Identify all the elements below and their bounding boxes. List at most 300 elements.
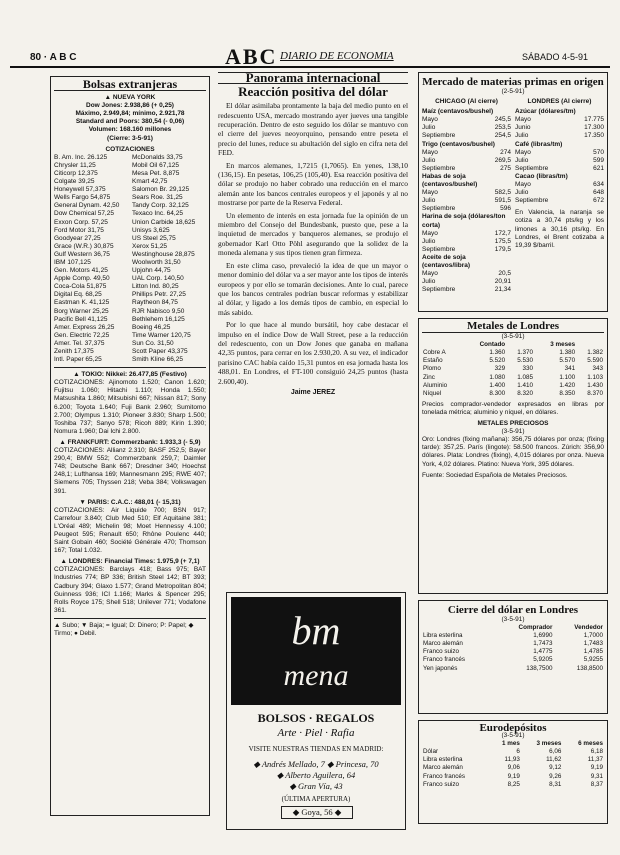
- page-date: SÁBADO 4-5-91: [522, 52, 589, 62]
- quote-line: Union Carbide 18,625: [132, 218, 196, 226]
- ny-quotes-right: [132, 154, 206, 364]
- table-cell: 1.080: [489, 373, 506, 381]
- materias-date: (2-5-91): [501, 88, 525, 95]
- metales-table: [422, 341, 604, 398]
- quote-line: B. Am. Inc. 26.125: [54, 153, 108, 161]
- table-cell: 9,26: [549, 772, 562, 780]
- advert-title: BOLSOS · REGALOS: [257, 711, 375, 725]
- column-header: 3 meses: [550, 341, 576, 349]
- materias-title: Mercado de materias primas en origen: [422, 76, 604, 88]
- table-cell: 5.590: [587, 357, 603, 365]
- column-header: 1 mes: [501, 740, 520, 748]
- commodity-price: 621: [593, 164, 604, 172]
- table-header-row: [422, 740, 604, 748]
- table-cell: Franco suizo: [423, 780, 460, 788]
- table-cell: 6,06: [549, 748, 562, 756]
- advert-address: ◆ Andrés Mellado, 7 ◆ Princesa, 70: [253, 759, 379, 769]
- advert-logo-panel: [231, 597, 401, 705]
- article-paragraph: Un elemento de interés en esta jornada fue la opinión de un miembro del Consejo del Bundesbank, puesto que, pese a la inquietud de mercados y banqueros alemanes, se produjo el gobernador Karl Otto Pöhl asegurando que la solidez de la moneda alemana y sus tipos tienen gran firmeza.: [218, 210, 408, 258]
- commodity-price: 17.300: [584, 124, 604, 132]
- commodity-row: [515, 165, 604, 173]
- table-cell: 8,31: [549, 780, 562, 788]
- table-row: [422, 365, 604, 373]
- paris-body: COTIZACIONES: Air Liquide 700; BSN 917; Carrefour 3.840; Club Med 510; Elf Aquitaine 381; L'Oréal 489; Michelin 98; Moet Hennessy 4.100; Peugeot 595; Renault 650; Rhône Poulenc 440; Saint Gobain 460; Société Générale 470; Thomson 167; Total 1.032.: [54, 506, 206, 555]
- frankfurt-heading: ▲ FRANKFURT: Commerzbank: 1.933,3 (- 5,9): [59, 438, 201, 446]
- table-cell: 8,37: [590, 780, 603, 788]
- table-row: [422, 357, 604, 365]
- abc-logo: ABC: [225, 44, 278, 69]
- quote-line: Texaco Inc. 64,25: [132, 210, 183, 218]
- table-cell: Libra esterlina: [423, 632, 463, 640]
- frankfurt-body: COTIZACIONES: Allianz 2.310; BASF 252,5; Bayer 290,4; BMW 552; Commerzbank 259,7; Daimler 748; Deutsche Bank 667; Dresdner 340; Hoechst 248,1; Lufthansa 169; Mannesmann 295; RWE 407; Siemens 705; Thyssen 218; Veba 384; Volkswagen 391.: [54, 447, 206, 495]
- table-cell: 9,19: [507, 772, 520, 780]
- commodity-month: Septiembre: [515, 164, 549, 172]
- table-cell: 138,8500: [576, 664, 603, 672]
- commodity-heading: Trigo (centavos/bushel): [422, 140, 495, 148]
- table-cell: 329: [494, 365, 506, 373]
- commodity-month: Septiembre: [422, 286, 456, 294]
- article-paragraph: En este clima caso, prevaleció la idea de que un mayor o menor dominio del dólar va a ser mayor ante los tipos de interés europeos y por ello se tomarán decisiones. Ante lo cual, parece que los bancos centrales podrían buscar reformas y estabilizar al dólar, y ligado a los demás tipos de cambio, en especial lo más sabido.: [218, 260, 408, 317]
- quote-line: Bethlehem 16,125: [132, 315, 185, 323]
- quote-line: Pacific Bell 41,125: [54, 315, 108, 323]
- page-header: [10, 44, 610, 68]
- commodity-price: 275: [500, 164, 511, 172]
- table-row: [422, 632, 604, 640]
- commodity-month: Mayo: [515, 181, 531, 189]
- table-cell: Estaño: [423, 357, 443, 365]
- quote-line: Ford Motor 31,75: [54, 226, 104, 234]
- commodity-month: Septiembre: [422, 245, 456, 253]
- column-header: [576, 341, 604, 349]
- commodity-row: [422, 189, 511, 197]
- commodity-row: [515, 181, 604, 189]
- table-cell: 8.320: [517, 389, 534, 397]
- quote-line: Citicorp 12,375: [54, 169, 98, 177]
- table-row: [422, 382, 604, 390]
- commodity-month: Julio: [515, 156, 529, 164]
- column-header: [422, 624, 494, 632]
- quote-line: Sun Co. 31,50: [132, 339, 174, 347]
- table-cell: 11,93: [504, 756, 520, 764]
- panorama-body: [218, 101, 408, 386]
- table-cell: 1.420: [559, 381, 576, 389]
- table-cell: 8.370: [587, 389, 603, 397]
- commodity-heading: Maíz (centavos/bushel): [422, 108, 494, 116]
- quote-line: Time Warner 120,75: [132, 331, 191, 339]
- metales-londres: [418, 318, 608, 594]
- table-cell: 8.300: [489, 389, 506, 397]
- commodity-heading: Azúcar (dólares/tm): [515, 108, 576, 116]
- preciosos-date: (3-5-91): [501, 428, 525, 436]
- quote-line: Mesa Pet. 8,875: [132, 169, 180, 177]
- advert-opening: (ÚLTIMA APERTURA): [281, 795, 351, 803]
- table-row: [422, 656, 604, 664]
- table-cell: Franco francés: [423, 772, 465, 780]
- article-paragraph: Por lo que hace al mundo bursátil, hoy cabe destacar el impulso en el índice Dow de Wall Street, pese a la reducción del redescuento, con un Dow Jones que ganaba en mañana 42,35 puntos, para cerrar en los 2.930,20. A su vez, el indicador parisino CAC había caído 15,31 puntos en esa jornada hasta los 488,01. En Londres, el FT-100 consiguió 24,25 puntos (hasta 2.600,40).: [218, 320, 408, 386]
- table-cell: 138,7500: [526, 664, 553, 672]
- article-paragraph: En marcos alemanes, 1,7215 (1,7065). En yenes, 138,10 (136,15). En pesetas, 106,25 (105,40). Esa reacción positiva del dólar se produjo no haber cobrado una reducción en el marco alemán ante los bancos centrales europeos y el japonés y al no mostrarse por parte de la Reserva Federal.: [218, 160, 408, 208]
- chicago-heading: CHICAGO (Al cierre): [435, 98, 498, 106]
- quote-line: Dow Chemical 57,25: [54, 210, 114, 218]
- preciosos-title: METALES PRECIOSOS: [477, 420, 549, 428]
- commodity-row: [422, 238, 511, 246]
- ny-quotes-left: [54, 154, 128, 364]
- commodity-price: 254,5: [494, 132, 511, 140]
- commodity-month: Julio: [422, 124, 436, 132]
- commodity-price: 596: [500, 205, 511, 213]
- commodity-price: 245,5: [494, 116, 511, 124]
- commodity-price: 269,5: [494, 156, 511, 164]
- table-row: [422, 773, 604, 781]
- londres-heading: ▲ LONDRES: Financial Times: 1.975,9 (+ 7,1): [60, 558, 200, 566]
- tokio-body: COTIZACIONES: Ajinomoto 1.520; Canon 1.620; Fujitsu 1.060; Hitachi 1.110; Honda 1.550; Matsushita 1.860; Mitsubishi 667; Nissan 817; Sony 6.200; Toyota 1.640; Fuji Bank 2.960; Sumitomo 2.700; Olympus 1.310; Pioneer 3.830; Sharp 1.500; Toshiba 737; Sanyo 578; Ricoh 889; Kirin 1.390; Nomura 1.960; Dai Ichi 2.800.: [54, 379, 206, 435]
- commodity-price: 274: [500, 148, 511, 156]
- cierre-dolar: [418, 600, 608, 714]
- commodity-price: 175,5: [494, 237, 511, 245]
- table-cell: 6,18: [590, 748, 603, 756]
- commodity-month: Julio: [515, 132, 529, 140]
- table-row: [422, 756, 604, 764]
- table-cell: 11,37: [587, 756, 603, 764]
- table-header-row: [422, 624, 604, 632]
- table-row: [422, 781, 604, 789]
- table-row: [422, 665, 604, 673]
- quote-line: Amer. Tel. 37,375: [54, 339, 105, 347]
- bolsas-extranjeras: [50, 76, 210, 816]
- column-header: 3 meses: [536, 740, 562, 748]
- preciosos-body: Oro: Londres (fixing mañana): 356,75 dólares por onza; (fixing tarde): 357,25. París (lingote): 58.500 francos. Zúrich: 356,90 dólares. Plata: Londres (fixing), 4,015 dólares por onza. Nueva York, 4,02 dólares. Platino: Nueva York, 395 dólares.: [422, 436, 604, 468]
- table-cell: Franco suizo: [423, 648, 460, 656]
- commodity-row: [422, 205, 511, 213]
- column-header: [422, 341, 463, 349]
- commodity-row: [422, 116, 511, 124]
- table-cell: Cobre A: [423, 349, 446, 357]
- table-row: [422, 349, 604, 357]
- commodity-month: Mayo: [422, 148, 438, 156]
- commodity-price: 172,7: [494, 229, 511, 237]
- table-cell: 5.570: [559, 357, 576, 365]
- quote-line: Raytheon 84,75: [132, 299, 178, 307]
- commodity-price: 648: [593, 189, 604, 197]
- column-header: Contado: [479, 341, 506, 349]
- advert-visit: VISITE NUESTRAS TIENDAS EN MADRID:: [248, 745, 384, 753]
- table-cell: Franco francés: [423, 656, 465, 664]
- paris-heading: ▼ PARIS: C.A.C.: 488,01 (- 15,31): [79, 498, 181, 506]
- quote-line: Borg Warner 25,25: [54, 307, 109, 315]
- londres-mp-quotes: [515, 108, 604, 205]
- commodity-month: Septiembre: [422, 205, 456, 213]
- table-cell: 1.085: [517, 373, 534, 381]
- commodity-month: Septiembre: [515, 197, 549, 205]
- quote-line: Goodyear 27,25: [54, 234, 101, 242]
- commodity-price: 20,91: [494, 278, 511, 286]
- table-cell: 11,62: [546, 756, 562, 764]
- quote-line: UAL Corp. 140,50: [132, 275, 184, 283]
- bolsas-title: Bolsas extranjeras: [54, 80, 206, 91]
- commodity-row: [422, 230, 511, 238]
- commodity-row: [422, 197, 511, 205]
- advert-addresses: [227, 759, 405, 792]
- chicago-quotes: [422, 108, 511, 294]
- commodity-month: Septiembre: [422, 164, 456, 172]
- table-cell: Aluminio: [423, 381, 448, 389]
- table-cell: 1.380: [559, 349, 576, 357]
- quote-line: Westinghouse 28,875: [132, 250, 195, 258]
- londres-body: COTIZACIONES: Barclays 418; Bass 975; BAT Industries 774; BP 336; British Steel 142; BT 393; Cadbury 394; Glaxo 1.577; Grand Metropolitan 804; Guinness 936; ICI 1.166; Marks & Spencer 295; Rolls Royce 175; Shell 518; Unilever 771; Vodafone 361.: [54, 566, 206, 614]
- dolar-table: [422, 624, 604, 673]
- advert-new-store: ◆ Goya, 56 ◆: [281, 806, 353, 819]
- commodity-month: Mayo: [422, 116, 438, 124]
- commodity-price: 599: [593, 156, 604, 164]
- commodity-month: Julio: [422, 237, 436, 245]
- ny-summary: [54, 102, 206, 142]
- commodity-heading: Cacao (libras/tm): [515, 172, 568, 180]
- quote-line: Boeing 46,25: [132, 323, 171, 331]
- quote-line: Woolworth 31,50: [132, 258, 181, 266]
- table-cell: 5,9205: [533, 656, 553, 664]
- metales-date: (3-5-91): [501, 333, 525, 341]
- table-cell: Libra esterlina: [423, 756, 463, 764]
- dolar-date: (3-5-91): [501, 616, 525, 623]
- quote-line: Intl. Paper 65,25: [54, 356, 102, 364]
- commodity-row: [422, 286, 511, 294]
- table-cell: 9,12: [549, 764, 562, 772]
- quote-line: Xerox 51,25: [132, 242, 168, 250]
- section-title: DIARIO DE ECONOMIA: [280, 50, 394, 62]
- table-row: [422, 640, 604, 648]
- table-cell: 330: [522, 365, 534, 373]
- column-header: [422, 740, 490, 748]
- quote-line: Mobil Oil 67,125: [132, 161, 179, 169]
- londres-mp-heading: LONDRES (Al cierre): [527, 98, 592, 106]
- quote-line: IBM 107,125: [54, 258, 91, 266]
- table-cell: Zinc: [423, 373, 435, 381]
- table-cell: 343: [592, 365, 603, 373]
- ny-heading: ▲ NUEVA YORK: [104, 94, 156, 102]
- quote-line: General Dynam. 42,50: [54, 202, 120, 210]
- commodity-heading: Café (libras/tm): [515, 140, 563, 148]
- panorama-headline: Reacción positiva del dólar: [238, 84, 388, 100]
- panorama-author: Jaime JEREZ: [290, 388, 336, 396]
- commodity-month: Mayo: [422, 270, 438, 278]
- ny-summary-line: Volumen: 168.160 millones: [88, 126, 172, 134]
- quote-line: Gulf Western 36,75: [54, 250, 110, 258]
- metales-title: Metales de Londres: [422, 322, 604, 333]
- commodity-price: 21,34: [494, 286, 511, 294]
- table-cell: Marco alemán: [423, 640, 463, 648]
- table-row: [422, 374, 604, 382]
- quote-line: Litton Ind. 80,25: [132, 283, 179, 291]
- quote-line: Coca-Cola 51,875: [54, 283, 107, 291]
- commodity-row: [515, 116, 604, 124]
- quote-line: US Steel 25,75: [132, 234, 176, 242]
- table-cell: 9,06: [507, 764, 520, 772]
- commodity-month: Junio: [515, 124, 531, 132]
- ny-summary-line: Máximo, 2.949,84; mínimo, 2.921,78: [75, 110, 185, 118]
- commodity-price: 582,5: [494, 189, 511, 197]
- commodity-month: Julio: [422, 156, 436, 164]
- table-cell: 1.430: [587, 381, 603, 389]
- table-cell: 1.103: [587, 373, 603, 381]
- commodity-row: [515, 189, 604, 197]
- table-cell: 1,7000: [583, 632, 603, 640]
- quote-line: Wells Fargo 54,875: [54, 194, 111, 202]
- table-cell: 5.530: [517, 357, 534, 365]
- materias-primas: [418, 72, 608, 312]
- quote-line: Kmart 42,75: [132, 178, 168, 186]
- preciosos-source: Fuente: Sociedad Española de Metales Preciosos.: [422, 471, 568, 479]
- table-cell: 1.100: [559, 373, 576, 381]
- commodity-price: 672: [593, 197, 604, 205]
- table-cell: 1,7473: [533, 640, 553, 648]
- euro-table: [422, 740, 604, 789]
- commodity-row: [422, 149, 511, 157]
- quote-line: RJR Nabisco 9,50: [132, 307, 185, 315]
- advert-address: ◆ Gran Vía, 43: [289, 781, 343, 791]
- ny-summary-line: Dow Jones: 2.938,86 (+ 0,25): [86, 102, 174, 110]
- table-cell: Níquel: [423, 389, 442, 397]
- quote-line: Smith Kline 66,25: [132, 356, 183, 364]
- ny-summary-line: Standard and Poors: 380,54 (- 0,06): [75, 118, 185, 126]
- euro-date: (3-5-91): [501, 732, 525, 740]
- table-row: [422, 390, 604, 398]
- bolsas-legend: ▲ Subo; ▼ Baja; = Igual; D: Dinero; P: Papel; ◆ Tirmo; ● Debil.: [54, 621, 194, 637]
- table-header-row: [422, 341, 604, 349]
- euro-title: Eurodepósitos: [479, 722, 547, 734]
- commodity-row: [515, 157, 604, 165]
- table-cell: 8.350: [559, 389, 576, 397]
- quote-line: Eastman K. 41,125: [54, 299, 110, 307]
- quote-line: Gen. Electric 72,25: [54, 331, 110, 339]
- commodity-row: [422, 132, 511, 140]
- quote-line: Honeywell 57,375: [54, 186, 106, 194]
- logo-mena: mena: [283, 659, 349, 692]
- table-cell: Dólar: [423, 748, 439, 756]
- quote-line: Unisys 3,625: [132, 226, 170, 234]
- table-cell: 1.400: [489, 381, 506, 389]
- column-header: Comprador: [518, 624, 553, 632]
- commodity-row: [422, 124, 511, 132]
- table-cell: 1,6990: [533, 632, 553, 640]
- table-cell: 1.410: [517, 381, 534, 389]
- commodity-price: 253,5: [494, 124, 511, 132]
- commodity-price: 17.775: [584, 116, 604, 124]
- table-cell: 1,7483: [583, 640, 603, 648]
- quote-line: Gen. Motors 41,25: [54, 267, 108, 275]
- quote-line: Colgate 39,25: [54, 178, 95, 186]
- article-paragraph: El dólar asimilaba prontamente la baja del medio punto en el redescuento USA, mercado mostrando ayer jueves una tangible recuperación. Dentro de esto seguido los dólar se mantuvo con el cierre del jueves neoyorquino, pensando entre peseta el precio del lunes, reduce su abultación del siglo en cifra neta del FED.: [218, 101, 408, 158]
- quote-line: Exxon Corp. 57,25: [54, 218, 108, 226]
- table-cell: 8,25: [507, 780, 520, 788]
- table-cell: Yen japonés: [423, 664, 458, 672]
- table-cell: Marco alemán: [423, 764, 463, 772]
- table-cell: 6: [516, 748, 520, 756]
- quote-line: Sears Roe. 31,25: [132, 194, 183, 202]
- commodity-heading: Aceite de soja (centavos/libra): [422, 253, 471, 269]
- metales-note: Precios comprador-vendedor expresados en libras por tonelada métrica; aluminio y níquel, en dólares.: [422, 400, 604, 416]
- commodity-month: Julio: [422, 197, 436, 205]
- table-cell: 9,19: [590, 764, 603, 772]
- quote-line: Amer. Express 26,25: [54, 323, 115, 331]
- quote-line: Phillips Petr. 27,25: [132, 291, 186, 299]
- table-row: [422, 648, 604, 656]
- commodity-price: 570: [593, 148, 604, 156]
- table-cell: 5,9255: [583, 656, 603, 664]
- column-header: 6 meses: [578, 740, 603, 748]
- table-cell: 1,4775: [533, 648, 553, 656]
- commodity-price: 20,5: [498, 270, 511, 278]
- commodity-row: [515, 197, 604, 205]
- commodity-price: 179,5: [494, 245, 511, 253]
- materias-note: En Valencia, la naranja se cotiza a 30,74 pts/kg y los limones a 30,16 pts/kg. En Londres, el Brent cotizaba a 19,39 $/barril.: [515, 209, 604, 249]
- commodity-row: [422, 157, 511, 165]
- quote-line: Tandy Corp. 32,125: [132, 202, 189, 210]
- commodity-heading: Habas de soja (centavos/bushel): [422, 172, 478, 189]
- table-cell: 341: [564, 365, 576, 373]
- commodity-month: Julio: [515, 189, 529, 197]
- quote-line: Chrysler 11,25: [54, 161, 96, 169]
- table-row: [422, 748, 604, 756]
- table-cell: 1,4785: [583, 648, 603, 656]
- advert-subtitle: Arte · Piel · Rafia: [277, 727, 355, 739]
- quote-line: Scott Paper 43,375: [132, 348, 188, 355]
- commodity-row: [515, 124, 604, 132]
- commodity-month: Mayo: [422, 189, 438, 197]
- ny-quotes: [54, 154, 206, 364]
- commodity-month: Mayo: [515, 148, 531, 156]
- eurodepositos: [418, 720, 608, 824]
- panorama-article: [218, 72, 408, 602]
- table-cell: 1.382: [587, 349, 603, 357]
- column-header: [506, 341, 534, 349]
- column-header: Vendedor: [574, 624, 603, 632]
- dolar-title: Cierre del dólar en Londres: [447, 604, 579, 616]
- commodity-price: 17.350: [584, 132, 604, 140]
- ny-cot-title: COTIZACIONES: [105, 145, 155, 153]
- commodity-row: [515, 149, 604, 157]
- table-row: [422, 764, 604, 772]
- commodity-price: 591,5: [494, 197, 511, 205]
- quote-line: Salomon Br. 29,125: [132, 186, 190, 194]
- table-cell: 9,31: [590, 772, 603, 780]
- quote-line: Upjohn 44,75: [132, 267, 171, 275]
- commodity-row: [422, 246, 511, 254]
- quote-line: Apple Comp. 49,50: [54, 275, 110, 283]
- commodity-row: [422, 278, 511, 286]
- commodity-price: 634: [593, 181, 604, 189]
- table-cell: Plomo: [423, 365, 441, 373]
- table-cell: 1.370: [517, 349, 534, 357]
- page-number: 80 · A B C: [30, 52, 77, 63]
- panorama-section: Panorama internacional: [218, 72, 408, 84]
- commodity-month: Mayo: [515, 116, 531, 124]
- tokio-heading: ▲ TOKIO: Nikkei: 26.477,85 (Festivo): [73, 371, 187, 379]
- table-cell: 1.360: [489, 349, 506, 357]
- quote-line: McDonalds 33,75: [132, 153, 183, 161]
- quote-line: Zenith 17,375: [54, 348, 94, 355]
- quote-line: Digital Eq. 68,25: [54, 291, 102, 299]
- bm-mena-advert: [226, 592, 406, 830]
- commodity-row: [515, 132, 604, 140]
- logo-bm: bm: [291, 608, 341, 653]
- commodity-row: [422, 270, 511, 278]
- table-cell: 5.520: [489, 357, 506, 365]
- commodity-heading: Harina de soja (dólares/ton corta): [422, 213, 506, 229]
- quote-line: Grace (W.R.) 30,875: [54, 242, 114, 250]
- commodity-row: [422, 165, 511, 173]
- ny-summary-line: (Cierre: 3-5-91): [107, 134, 153, 142]
- commodity-month: Mayo: [422, 229, 438, 237]
